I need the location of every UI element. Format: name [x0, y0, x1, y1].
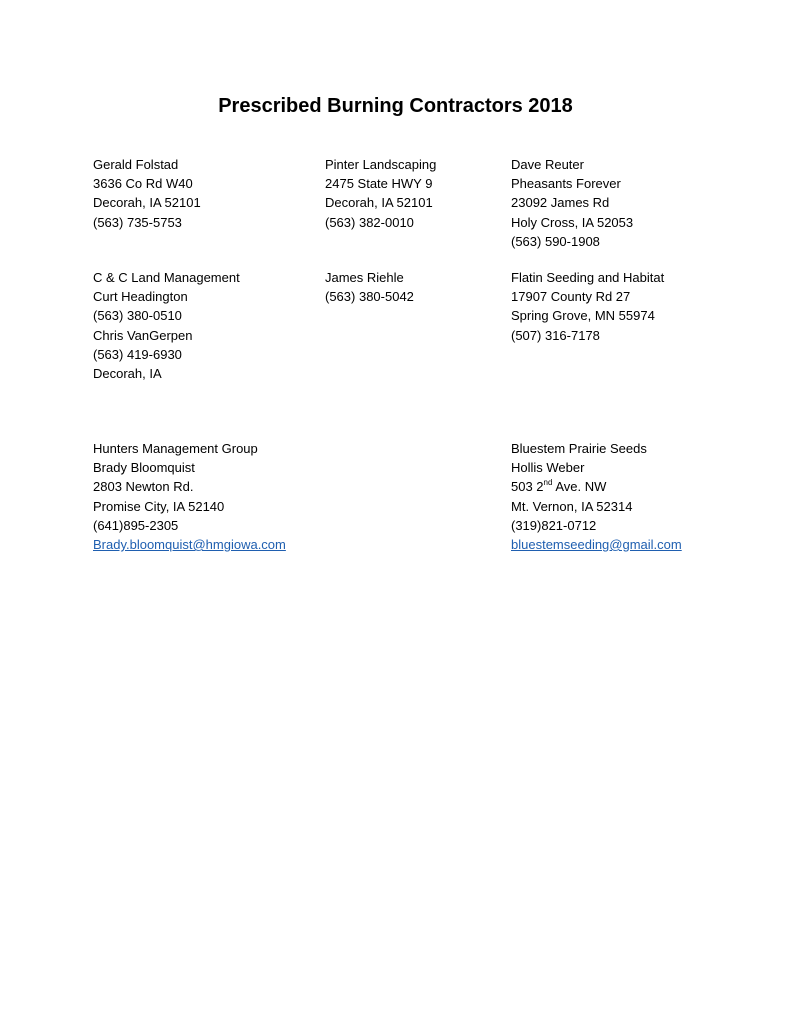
contact-city: Spring Grove, MN 55974: [511, 308, 655, 324]
contact-person: Brady Bloomquist: [93, 460, 195, 476]
contact-address: 2803 Newton Rd.: [93, 479, 194, 495]
contact-dave-reuter: [511, 155, 633, 251]
contact-organization: Pheasants Forever: [511, 176, 621, 192]
contact-address: 3636 Co Rd W40: [93, 176, 193, 192]
contact-city: Decorah, IA 52101: [325, 195, 433, 211]
contact-city: Promise City, IA 52140: [93, 498, 225, 514]
contact-city: Decorah, IA: [93, 366, 162, 382]
contact-city: Holy Cross, IA 52053: [511, 214, 634, 230]
contact-phone: (563) 382-0010: [325, 214, 414, 230]
address-street: Ave. NW: [552, 479, 607, 495]
contact-hunters-management: [93, 439, 286, 554]
contact-email-line: [511, 535, 682, 554]
contact-james-riehle: [325, 268, 414, 306]
contact-phone: (641)895-2305: [93, 517, 179, 533]
contact-name: C & C Land Management: [93, 270, 240, 285]
contact-phone: (563) 590-1908: [511, 233, 600, 249]
contact-address: 2475 State HWY 9: [325, 176, 433, 192]
contact-name: Hunters Management Group: [93, 441, 258, 456]
contact-name: Gerald Folstad: [93, 157, 179, 172]
contact-gerald-folstad: [93, 155, 201, 232]
contact-email-line: [93, 535, 286, 554]
contact-name: James Riehle: [325, 270, 404, 285]
contact-address: 17907 County Rd 27: [511, 289, 631, 305]
contact-pinter-landscaping: [325, 155, 436, 232]
contact-bluestem-prairie: [511, 439, 682, 554]
contact-address: [511, 477, 682, 496]
contact-person: Chris VanGerpen: [93, 327, 193, 343]
contact-name: Dave Reuter: [511, 157, 584, 172]
contact-name: Bluestem Prairie Seeds: [511, 441, 647, 456]
contact-phone: (319)821-0712: [511, 517, 597, 533]
address-number: 503 2: [511, 479, 544, 495]
contact-flatin-seeding: [511, 268, 664, 345]
page-title: Prescribed Burning Contractors 2018: [218, 95, 573, 117]
contact-phone: (563) 380-0510: [93, 308, 182, 324]
contact-city: Mt. Vernon, IA 52314: [511, 498, 633, 514]
contact-phone: (563) 419-6930: [93, 346, 182, 362]
contact-cc-land-management: [93, 268, 240, 383]
address-ordinal: nd: [543, 478, 553, 488]
contact-city: Decorah, IA 52101: [93, 195, 201, 211]
email-link[interactable]: Brady.bloomquist@hmgiowa.com: [93, 537, 286, 553]
contact-phone: (563) 735-5753: [93, 214, 182, 230]
contact-phone: (563) 380-5042: [325, 289, 414, 305]
contact-name: Pinter Landscaping: [325, 157, 437, 172]
contact-person: Curt Headington: [93, 289, 188, 305]
contact-name: Flatin Seeding and Habitat: [511, 270, 665, 285]
contact-phone: (507) 316-7178: [511, 327, 600, 343]
email-link[interactable]: bluestemseeding@gmail.com: [511, 537, 682, 553]
contact-address: 23092 James Rd: [511, 195, 610, 211]
contact-person: Hollis Weber: [511, 460, 585, 476]
